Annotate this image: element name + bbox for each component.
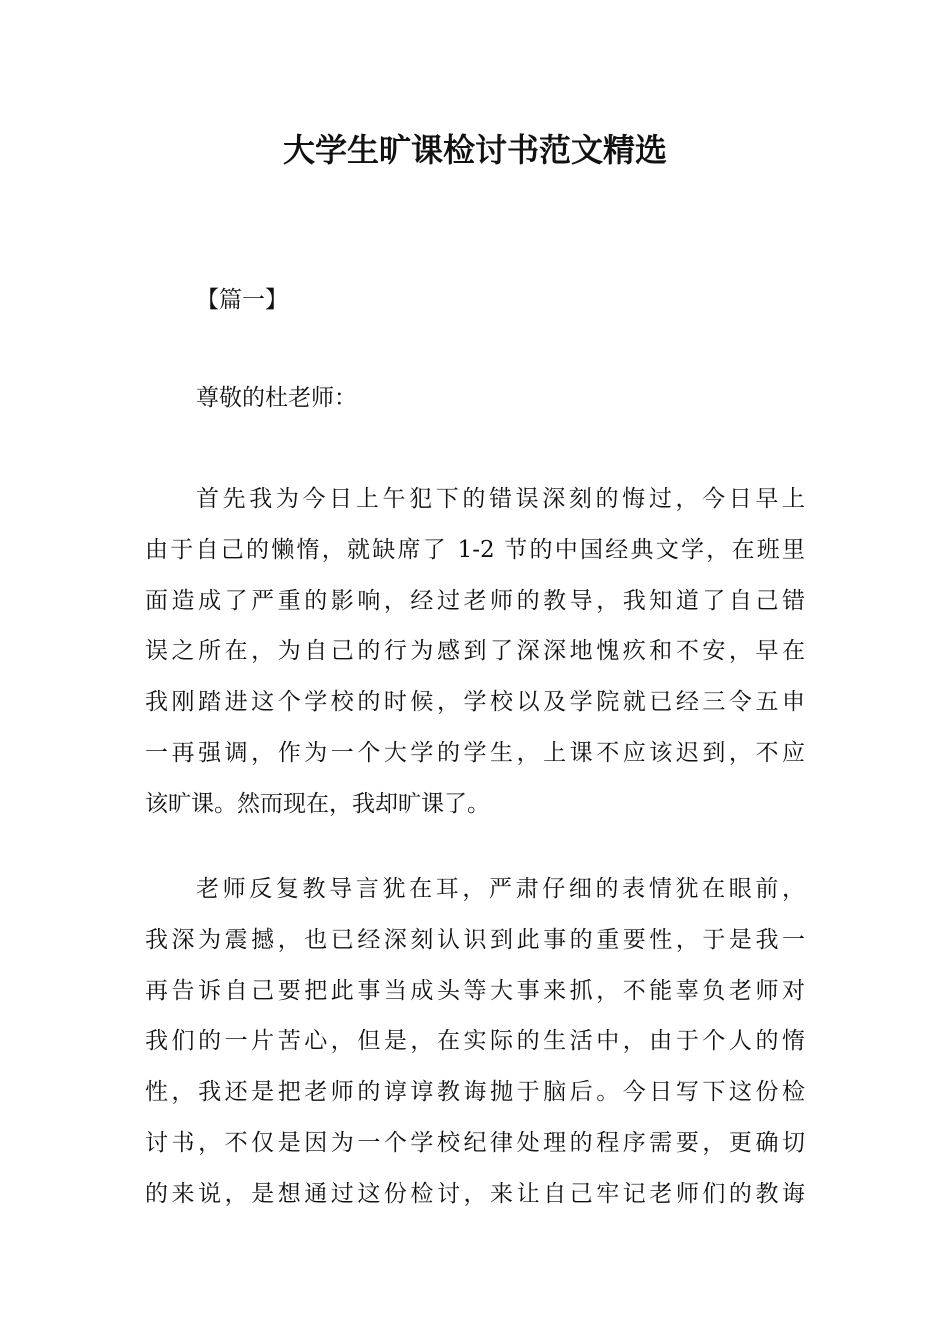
paragraph-line: 首先我为今日上午犯下的错误深刻的悔过，今日早上 [196,486,805,512]
paragraph-line: 我深为震撼，也已经深刻认识到此事的重要性，于是我一 [145,926,805,953]
salutation: 尊敬的杜老师： [196,385,357,411]
section-label: 【篇一】 [196,287,288,313]
paragraph-line: 我刚踏进这个学校的时候，学校以及学院就已经三令五申 [145,689,805,716]
paragraph-line: 面造成了严重的影响，经过老师的教导，我知道了自己错 [145,587,805,614]
paragraph-2 [145,864,805,1220]
paragraph-line: 再告诉自己要把此事当成头等大事来抓，不能辜负老师对 [145,977,805,1004]
paragraph-line: 的来说，是想通过这份检讨，来让自己牢记老师们的教诲 [145,1180,805,1207]
paragraph-line: 误之所在，为自己的行为感到了深深地愧疚和不安，早在 [145,638,805,665]
paragraph-line: 老师反复教导言犹在耳，严肃仔细的表情犹在眼前， [196,876,805,902]
document-title: 大学生旷课检讨书范文精选 [282,131,667,169]
paragraph-line: 我们的一片苦心，但是，在实际的生活中，由于个人的惰 [145,1028,805,1055]
paragraph-line: 由于自己的懒惰，就缺席了 1-2 节的中国经典文学，在班里 [145,536,805,563]
paragraph-line: 一再强调，作为一个大学的学生，上课不应该迟到，不应 [145,739,805,766]
paragraph-1 [145,474,805,830]
paragraph-line: 讨书，不仅是因为一个学校纪律处理的程序需要，更确切 [145,1129,805,1156]
paragraph-line: 性，我还是把老师的谆谆教诲抛于脑后。今日写下这份检 [145,1079,805,1106]
paragraph-line: 该旷课。然而现在，我却旷课了。 [145,790,490,817]
